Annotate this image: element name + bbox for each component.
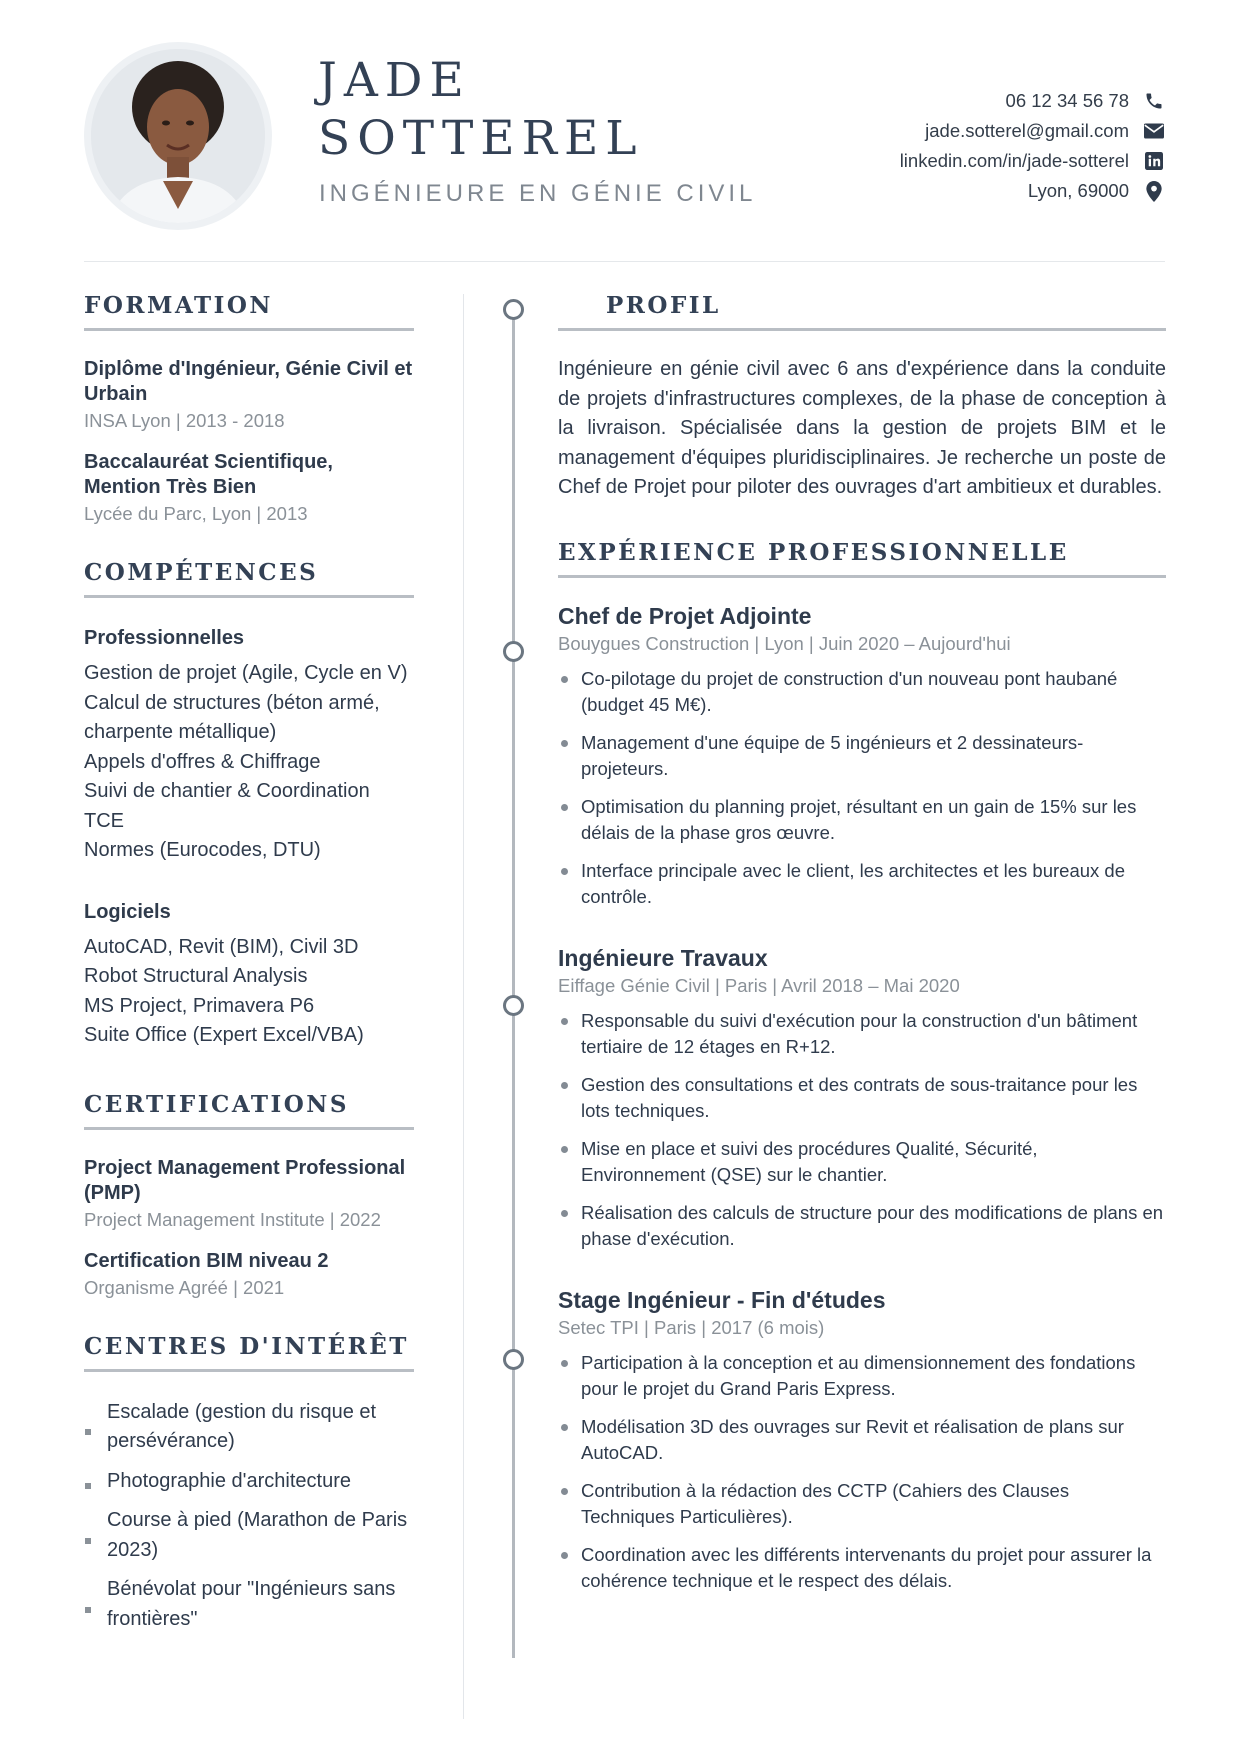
- contact-email: [900, 116, 1165, 146]
- job-bullets: [558, 666, 1166, 910]
- contact-phone: [900, 86, 1165, 116]
- profil-section: [558, 292, 1166, 503]
- competences-section: [84, 559, 414, 1051]
- phone-icon: [1143, 91, 1165, 111]
- certification-details: Organisme Agréé | 2021: [84, 1276, 285, 1298]
- certification-name: Certification BIM niveau 2: [84, 1249, 329, 1272]
- interests-heading: CENTRES D'INTÉRÊT: [84, 1333, 414, 1372]
- contact-linkedin: [900, 146, 1165, 176]
- job-bullet: Mise en place et suivi des procédures Qualité, Sécurité, Environnement (QSE) sur le chantier.: [558, 1136, 1166, 1188]
- candidate-name: [318, 52, 644, 168]
- profil-heading: PROFIL: [558, 292, 1166, 331]
- linkedin-text[interactable]: linkedin.com/in/jade-sotterel: [899, 150, 1129, 171]
- software-item: Suite Office (Expert Excel/VBA): [84, 1024, 364, 1046]
- degree-details: Lycée du Parc, Lyon | 2013: [84, 503, 308, 524]
- certification-entry: [84, 1249, 414, 1301]
- profil-text: Ingénieure en génie civil avec 6 ans d'expérience dans la conduite de projets d'infrastructures complexes, de la phase de conception à la livraison. Spécialisée dans la gestion de projets BIM et le management d'équipes pluridisciplinaires. Je recherche un poste de Chef de Projet pour piloter des ouvrages d'art ambitieux et durables.: [558, 358, 1166, 498]
- degree-title: Baccalauréat Scientifique, Mention Très Bien: [84, 451, 333, 498]
- job-role: Ingénieure Travaux: [558, 944, 768, 971]
- interest-item: Bénévolat pour "Ingénieurs sans frontières": [84, 1575, 414, 1634]
- envelope-icon: [1143, 121, 1165, 141]
- timeline-dot-job-2: [503, 995, 524, 1016]
- contact-location: [900, 176, 1165, 206]
- interest-item: Course à pied (Marathon de Paris 2023): [84, 1506, 414, 1565]
- header-divider: [84, 261, 1165, 262]
- timeline-line: [512, 312, 515, 1658]
- experience-heading: EXPÉRIENCE PROFESSIONNELLE: [558, 539, 1166, 578]
- certifications-heading: CERTIFICATIONS: [84, 1091, 414, 1130]
- certification-entry: [84, 1156, 414, 1233]
- location-text: Lyon, 69000: [1027, 180, 1129, 201]
- job-bullet: Co-pilotage du projet de construction d'un nouveau pont haubané (budget 45 M€).: [558, 666, 1166, 718]
- skill-item: Suivi de chantier & Coordination TCE: [84, 780, 370, 832]
- job-entry: [558, 602, 1166, 910]
- timeline-dot-profil: [503, 299, 524, 320]
- experience-section: [558, 539, 1166, 1594]
- job-bullet: Management d'une équipe de 5 ingénieurs et 2 dessinateurs-projeteurs.: [558, 730, 1166, 782]
- phone-text: 06 12 34 56 78: [1005, 90, 1129, 111]
- job-bullet: Participation à la conception et au dimensionnement des fondations pour le projet du Grand Paris Express.: [558, 1350, 1166, 1402]
- contact-block: [900, 86, 1165, 206]
- job-bullet: Optimisation du planning projet, résultant en un gain de 15% sur les délais de la phase gros œuvre.: [558, 794, 1166, 846]
- job-role: Chef de Projet Adjointe: [558, 602, 812, 629]
- skill-item: Normes (Eurocodes, DTU): [84, 839, 321, 861]
- job-bullet: Gestion des consultations et des contrats de sous-traitance pour les lots techniques.: [558, 1072, 1166, 1124]
- first-name: JADE: [318, 53, 471, 108]
- email-text[interactable]: jade.sotterel@gmail.com: [925, 120, 1129, 141]
- skill-item: Calcul de structures (béton armé, charpente métallique): [84, 691, 380, 743]
- software-item: Robot Structural Analysis: [84, 965, 308, 987]
- interest-item: Escalade (gestion du risque et persévérance): [84, 1398, 414, 1457]
- skill-item: Appels d'offres & Chiffrage: [84, 750, 321, 773]
- avatar-portrait: [91, 49, 265, 223]
- last-name: SOTTEREL: [318, 111, 644, 166]
- formation-heading: FORMATION: [84, 292, 414, 331]
- degree-details: INSA Lyon | 2013 - 2018: [84, 410, 285, 431]
- job-bullet: Modélisation 3D des ouvrages sur Revit et réalisation de plans sur AutoCAD.: [558, 1414, 1166, 1466]
- competences-heading: COMPÉTENCES: [84, 559, 414, 598]
- certification-name: Project Management Professional (PMP): [84, 1156, 406, 1204]
- software-subheading: Logiciels: [84, 900, 171, 923]
- job-entry: [558, 1286, 1166, 1594]
- job-bullet: Contribution à la rédaction des CCTP (Cahiers des Clauses Techniques Particulières).: [558, 1478, 1166, 1530]
- timeline-dot-job-1: [503, 641, 524, 662]
- job-bullet: Responsable du suivi d'exécution pour la construction d'un bâtiment tertiaire de 12 étages en R+12.: [558, 1008, 1166, 1060]
- job-bullets: [558, 1008, 1166, 1252]
- interests-section: [84, 1333, 414, 1635]
- interest-item: Photographie d'architecture: [84, 1467, 414, 1497]
- formation-section: [84, 292, 414, 527]
- formation-entry: [84, 450, 414, 527]
- job-role: Stage Ingénieur - Fin d'études: [558, 1286, 886, 1313]
- job-details: Eiffage Génie Civil | Paris | Avril 2018 – Mai 2020: [558, 974, 960, 996]
- pro-skills-subheading: Professionnelles: [84, 627, 245, 649]
- job-bullet: Interface principale avec le client, les architectes et les bureaux de contrôle.: [558, 858, 1166, 910]
- linkedin-icon: [1143, 151, 1165, 171]
- software-item: AutoCAD, Revit (BIM), Civil 3D: [84, 935, 359, 958]
- formation-entry: [84, 357, 414, 434]
- map-pin-icon: [1143, 181, 1165, 201]
- software-item: MS Project, Primavera P6: [84, 994, 315, 1017]
- job-bullet: Coordination avec les différents intervenants du projet pour assurer la cohérence technique et le respect des délais.: [558, 1542, 1166, 1594]
- interests-list: [84, 1398, 414, 1635]
- job-details: Setec TPI | Paris | 2017 (6 mois): [558, 1316, 825, 1338]
- job-bullets: [558, 1350, 1166, 1594]
- degree-title: Diplôme d'Ingénieur, Génie Civil et Urbain: [84, 358, 413, 405]
- certifications-section: [84, 1091, 414, 1301]
- job-entry: [558, 944, 1166, 1252]
- profile-photo: [84, 42, 272, 230]
- certification-details: Project Management Institute | 2022: [84, 1208, 381, 1230]
- column-divider: [463, 294, 464, 1719]
- left-column: [84, 292, 414, 1644]
- job-bullet: Réalisation des calculs de structure pour des modifications de plans en phase d'exécution.: [558, 1200, 1166, 1252]
- right-column: [558, 292, 1166, 1606]
- job-title: INGÉNIEURE EN GÉNIE CIVIL: [319, 180, 757, 207]
- skill-item: Gestion de projet (Agile, Cycle en V): [84, 662, 408, 684]
- timeline-dot-job-3: [503, 1349, 524, 1370]
- job-details: Bouygues Construction | Lyon | Juin 2020 – Aujourd'hui: [558, 632, 1011, 654]
